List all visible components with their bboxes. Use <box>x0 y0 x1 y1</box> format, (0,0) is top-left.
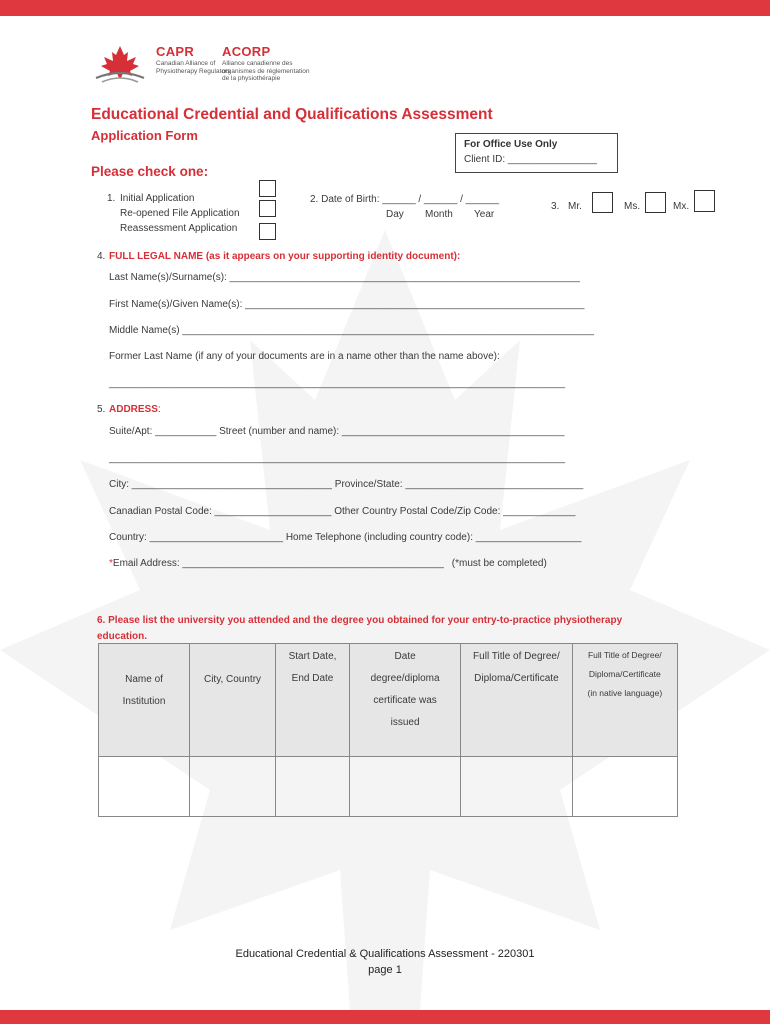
please-check-heading: Please check one: <box>91 164 209 179</box>
section4-number: 4. <box>97 251 106 262</box>
email-required-note: (*must be completed) <box>451 558 547 569</box>
former-name-label: Former Last Name (if any of your documents are in a name other than the name above): <box>109 351 500 362</box>
section6-title <box>97 613 667 645</box>
cell-institution[interactable] <box>99 757 190 817</box>
header-degree <box>461 644 572 757</box>
first-name-field[interactable]: First Name(s)/Given Name(s): _____________________________________________________________ <box>109 299 585 310</box>
header-institution <box>99 644 190 757</box>
dob-year-label: Year <box>474 209 495 220</box>
header-degree-line2: Diploma/Certificate <box>474 673 559 684</box>
header-date-issued-line2: degree/diploma <box>370 673 440 684</box>
footer-page-number: page 1 <box>368 964 402 976</box>
dob-month-label: Month <box>425 209 453 220</box>
option-initial-application: Initial Application <box>120 193 195 204</box>
header-degree-line1: Full Title of Degree/ <box>473 651 560 662</box>
logo-acorp-subtitle: Alliance canadienne des organismes de réglementation de la physiothérapie <box>222 60 310 82</box>
header-city-country <box>190 644 276 757</box>
section3-number: 3. <box>551 201 560 212</box>
cell-degree-native[interactable] <box>572 757 677 817</box>
header-institution-line2: Institution <box>122 696 166 707</box>
section1-number: 1. <box>107 193 116 204</box>
header-date-issued-line3: certificate was <box>373 695 437 706</box>
section6-number: 6. <box>97 615 106 626</box>
last-name-field[interactable]: Last Name(s)/Surname(s): _______________________________________________________________ <box>109 272 580 283</box>
title-ms-label: Ms. <box>624 201 641 212</box>
section4-title: FULL LEGAL NAME (as it appears on your supporting identity document): <box>109 251 461 262</box>
header-city-country-text: City, Country <box>203 674 262 685</box>
cell-city-country[interactable] <box>190 757 276 817</box>
checkbox-ms[interactable] <box>645 192 666 213</box>
email-row[interactable] <box>109 558 547 569</box>
logo-capr-subtitle: Canadian Alliance of Physiotherapy Regulators <box>156 60 231 75</box>
postal-code-field[interactable]: Canadian Postal Code: _____________________ Other Country Postal Code/Zip Code: _____________ <box>109 506 576 517</box>
title-mx-label: Mx. <box>673 201 690 212</box>
office-use-title: For Office Use Only <box>464 139 558 150</box>
checkbox-initial-application[interactable] <box>259 180 276 197</box>
capr-maple-leaf-logo-icon <box>92 44 148 84</box>
address-line2-field[interactable]: __________________________________________________________________________________ <box>109 453 566 464</box>
header-dates <box>276 644 350 757</box>
middle-name-field[interactable]: Middle Name(s) __________________________________________________________________________ <box>109 325 594 336</box>
header-degree-native <box>572 644 677 757</box>
city-province-field[interactable]: City: ____________________________________ Province/State: ________________________________ <box>109 479 584 490</box>
header-dates-line1: Start Date, <box>288 651 337 662</box>
header-dates-line2: End Date <box>291 673 334 684</box>
page-title: Educational Credential and Qualifications Assessment <box>91 106 493 123</box>
logo-acorp-name: ACORP <box>222 44 271 59</box>
former-name-field[interactable]: __________________________________________________________________________________ <box>109 378 566 389</box>
country-phone-field[interactable]: Country: ________________________ Home Telephone (including country code): ___________________ <box>109 532 582 543</box>
suite-street-field[interactable]: Suite/Apt: ___________ Street (number and name): ________________________________________ <box>109 426 565 437</box>
checkbox-mx[interactable] <box>694 190 715 212</box>
header-institution-line1: Name of <box>125 674 163 685</box>
header-date-issued <box>350 644 461 757</box>
page-subtitle: Application Form <box>91 128 198 143</box>
checkbox-reassessment-application[interactable] <box>259 223 276 240</box>
bottom-accent-bar <box>0 1010 770 1024</box>
header-date-issued-line1: Date <box>394 651 416 662</box>
dob-day-label: Day <box>386 209 404 220</box>
checkbox-mr[interactable] <box>592 192 613 213</box>
client-id-field[interactable]: Client ID: ________________ <box>464 154 597 165</box>
cell-dates[interactable] <box>276 757 350 817</box>
cell-degree[interactable] <box>461 757 572 817</box>
section5-number: 5. <box>97 404 106 415</box>
office-use-box <box>455 133 618 173</box>
option-reassessment-application: Reassessment Application <box>120 223 238 234</box>
education-table <box>98 643 678 817</box>
section5-title <box>109 404 161 415</box>
cell-date-issued[interactable] <box>350 757 461 817</box>
header-degree-native-line3: (in native language) <box>587 688 663 698</box>
table-row[interactable] <box>99 757 678 817</box>
header-degree-native-line1: Full Title of Degree/ <box>587 650 662 660</box>
section5-title-text: ADDRESS <box>109 404 158 415</box>
email-field[interactable]: Email Address: _______________________________________________ <box>112 558 444 569</box>
footer-title: Educational Credential & Qualifications Assessment - 220301 <box>235 948 535 960</box>
header-degree-native-line2: Diploma/Certificate <box>588 669 661 679</box>
logo-capr-name: CAPR <box>156 44 195 59</box>
section5-title-colon: : <box>157 404 161 415</box>
option-reopened-application: Re-opened File Application <box>120 208 240 219</box>
education-table-header <box>99 644 678 757</box>
email-required-star: * <box>109 558 113 569</box>
title-mr-label: Mr. <box>568 201 582 212</box>
section6-title-text: Please list the university you attended and the degree you obtained for your entry-to-practice physiotherapy education. <box>97 615 623 642</box>
date-of-birth-field[interactable]: 2. Date of Birth: ______ / ______ / ______ <box>310 194 500 205</box>
top-accent-bar <box>0 0 770 16</box>
checkbox-reopened-application[interactable] <box>259 200 276 217</box>
header-date-issued-line4: issued <box>390 717 420 728</box>
